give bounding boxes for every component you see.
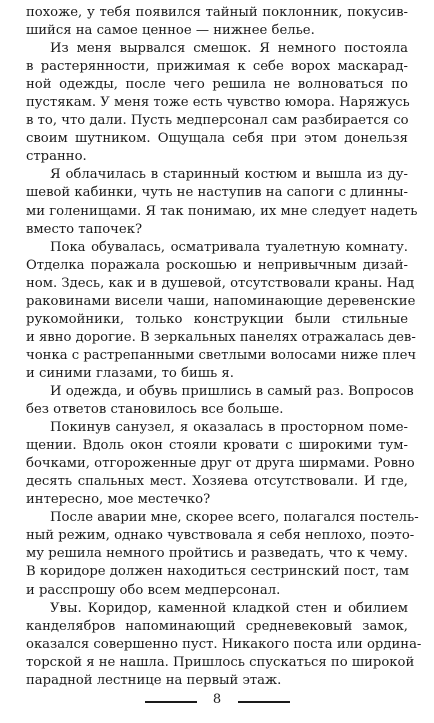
text-line: Отделка поражала роскошью и непривычным дизай- xyxy=(26,257,408,273)
text-line: канделябров напоминающий средневековый замок, xyxy=(26,618,408,634)
text-line: шийся на самое ценное — нижнее белье. xyxy=(26,23,315,39)
text-line: Я облачилась в старинный костюм и вышла из ду- xyxy=(50,167,408,183)
text-line: в растерянности, прижимая к себе ворох маскарад- xyxy=(26,59,408,75)
text-line: После аварии мне, скорее всего, полагался постель- xyxy=(50,510,419,526)
paragraph xyxy=(26,4,408,40)
text-line: десять спальных мест. Хозяева отсутствовали. И где, xyxy=(26,474,408,490)
text-line: своим шутником. Ощущала себя при этом донельзя xyxy=(26,131,408,147)
text-line: торской я не нашла. Пришлось спускаться по широкой xyxy=(26,654,415,670)
text-line: и явно дорогие. В зеркальных панелях отражалась дев- xyxy=(26,329,416,345)
text-line: чонка с растрепанными светлыми волосами ниже плеч xyxy=(26,347,417,363)
paragraph xyxy=(26,40,408,166)
page-number: 8 xyxy=(212,692,222,707)
footer-rule-right xyxy=(238,701,290,703)
text-line: Увы. Коридор, каменной кладкой стен и обилием xyxy=(50,600,408,616)
paragraph xyxy=(26,600,422,690)
text-line: пустякам. У меня тоже есть чувство юмора. Наряжусь xyxy=(26,95,410,111)
paragraph xyxy=(26,419,415,509)
text-line: му решила немного пройтись и разведать, что к чему. xyxy=(26,546,408,562)
page-footer xyxy=(0,690,434,710)
text-line: рукомойники, только конструкции были стильные xyxy=(26,311,408,327)
text-line: оказался совершенно пуст. Никакого поста или ордина- xyxy=(26,636,422,652)
paragraph xyxy=(26,166,418,238)
paragraph xyxy=(26,383,414,419)
text-line: И одежда, и обувь пришлись в самый раз. Вопросов xyxy=(50,383,414,399)
text-line: бочками, отгороженные друг от друга ширмами. Ровно xyxy=(26,456,415,472)
text-line: шевой кабинки, чуть не наступив на сапоги с длинны- xyxy=(26,185,408,201)
text-line: ный режим, однако чувствовала я себя неплохо, поэто- xyxy=(26,528,415,544)
text-line: Покинув санузел, я оказалась в просторном поме- xyxy=(50,420,408,436)
text-line: ном. Здесь, как и в душевой, отсутствовали краны. Над xyxy=(26,275,415,291)
text-line: похоже, у тебя появился тайный поклонник, покусив- xyxy=(26,5,408,20)
text-line: ной одежды, после чего решила не волноваться по xyxy=(26,77,408,93)
text-line: в то, что дали. Пусть медперсонал сам разбирается со xyxy=(26,113,409,129)
text-line: В коридоре должен находиться сестринский пост, там xyxy=(26,564,409,580)
text-line: и синими глазами, то бишь я. xyxy=(26,365,234,381)
text-line: щении. Вдоль окон стояли кровати с широкими тум- xyxy=(26,438,408,454)
text-line: Из меня вырвался смешок. Я немного постояла xyxy=(50,41,408,57)
paragraph xyxy=(26,509,419,599)
text-line: интересно, мое местечко? xyxy=(26,492,211,508)
text-line: вместо тапочек? xyxy=(26,221,143,237)
text-line: и расспрошу обо всем медперсонал. xyxy=(26,582,281,598)
paragraph xyxy=(26,239,417,383)
text-line: Пока обувалась, осматривала туалетную комнату. xyxy=(50,239,408,255)
text-line: странно. xyxy=(26,149,87,165)
footer-rule-left xyxy=(145,701,197,703)
text-line: ми голенищами. Я так понимаю, их мне следует надеть xyxy=(26,203,418,219)
text-line: раковинами висели чаши, напоминающие деревенские xyxy=(26,293,416,309)
text-line: без ответов становилось все больше. xyxy=(26,402,284,418)
text-line: парадной лестнице на первый этаж. xyxy=(26,672,282,688)
body-text xyxy=(26,4,422,690)
